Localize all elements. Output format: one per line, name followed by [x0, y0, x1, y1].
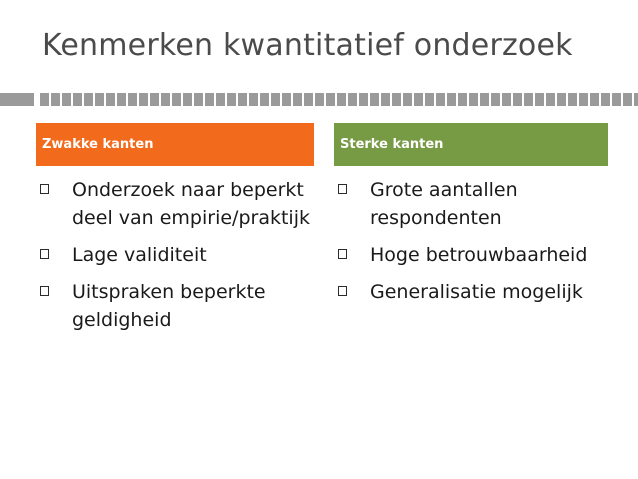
list-item [36, 241, 312, 269]
list-item [36, 176, 312, 232]
title-rule [40, 93, 638, 106]
list-item-text: Grote aantallen respondenten [370, 179, 518, 229]
list-item-text: Uitspraken beperkte geldigheid [72, 281, 266, 331]
square-bullet-icon [338, 286, 347, 296]
square-bullet-icon [40, 286, 49, 296]
square-bullet-icon [338, 249, 347, 259]
list-item [36, 278, 312, 334]
list-item-text: Generalisatie mogelijk [370, 281, 583, 303]
list-item-text: Lage validiteit [72, 244, 207, 266]
list-item [334, 278, 624, 306]
strong-points-list [334, 176, 624, 315]
list-item [334, 241, 624, 269]
list-item [334, 176, 624, 232]
strong-points-header: Sterke kanten [334, 123, 608, 166]
list-item-text: Hoge betrouwbaarheid [370, 244, 588, 266]
list-item-text: Onderzoek naar beperkt deel van empirie/praktijk [72, 179, 310, 229]
weak-points-list [36, 176, 312, 343]
weak-points-header: Zwakke kanten [36, 123, 314, 166]
square-bullet-icon [40, 184, 49, 194]
square-bullet-icon [40, 249, 49, 259]
square-bullet-icon [338, 184, 347, 194]
slide-title: Kenmerken kwantitatief onderzoek [42, 28, 573, 63]
title-rule-accent [0, 93, 34, 106]
